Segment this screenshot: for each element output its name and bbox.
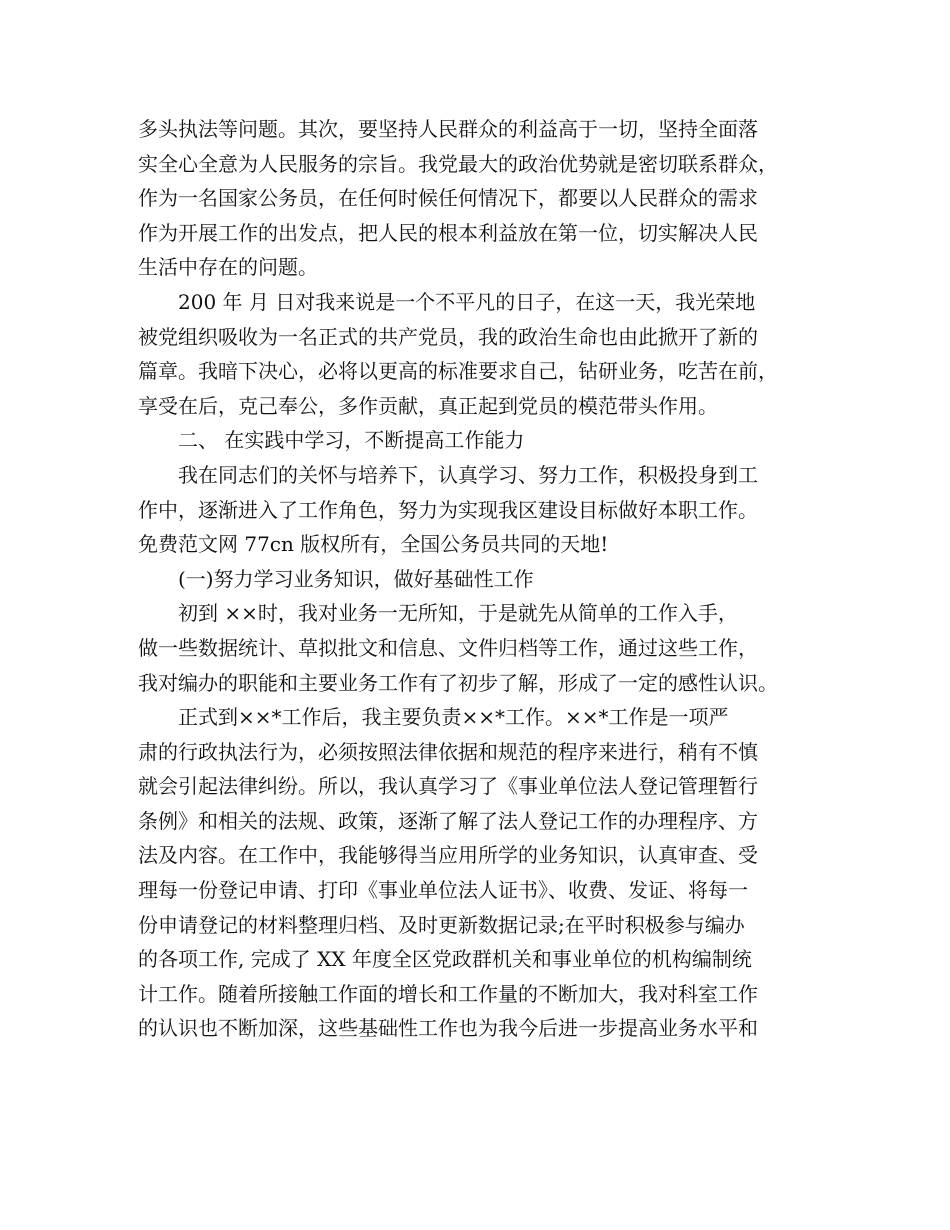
paragraph — [138, 112, 828, 285]
text-line: 计工作。随着所接触工作面的增长和工作量的不断加大，我对科室工作 — [138, 981, 758, 1006]
text-line: 肃的行政执法行为，必须按照法律依据和规范的程序来进行，稍有不慎 — [138, 739, 758, 764]
text-line: 被党组织吸收为一名正式的共产党员，我的政治生命也由此掀开了新的 — [138, 324, 758, 349]
text-line: 免费范文网 77cn 版权所有，全国公务员共同的天地! — [138, 532, 609, 557]
text-line: 的认识也不断加深，这些基础性工作也为我今后进一步提高业务水平和 — [138, 1016, 758, 1041]
text-line: 条例》和相关的法规、政策，逐渐了解了法人登记工作的办理程序、方 — [138, 808, 758, 833]
text-line: 份申请登记的材料整理归档、及时更新数据记录;在平时积极参与编办 — [138, 912, 745, 937]
text-line: 多头执法等问题。其次，要坚持人民群众的利益高于一切，坚持全面落 — [138, 117, 758, 141]
paragraph — [138, 700, 828, 1046]
text-line: (一)努力学习业务知识，做好基础性工作 — [178, 566, 534, 591]
text-line: 享受在后，克己奉公，多作贡献，真正起到党员的模范带头作用。 — [138, 393, 718, 418]
text-line: 作为一名国家公务员，在任何时候任何情况下，都要以人民群众的需求 — [138, 186, 758, 211]
text-line: 篇章。我暗下决心，必将以更高的标准要求自己，钻研业务，吃苦在前， — [138, 359, 778, 384]
text-line: 理每一份登记申请、打印《事业单位法人证书》、收费、发证、将每一 — [138, 878, 748, 903]
paragraph — [138, 285, 828, 423]
text-line: 就会引起法律纠纷。所以，我认真学习了《事业单位法人登记管理暂行 — [138, 774, 758, 799]
text-line: 200 年 月 日对我来说是一个不平凡的日子，在这一天，我光荣地 — [178, 289, 756, 314]
text-line: 做一些数据统计、草拟批文和信息、文件归档等工作，通过这些工作， — [138, 635, 758, 660]
text-line: 我在同志们的关怀与培养下，认真学习、努力工作，积极投身到工 — [178, 462, 758, 487]
paragraph — [138, 423, 828, 458]
text-line: 作为开展工作的出发点，把人民的根本利益放在第一位，切实解决人民 — [138, 220, 758, 245]
paragraph — [138, 458, 828, 562]
text-line: 作中，逐渐进入了工作角色，努力为实现我区建设目标做好本职工作。 — [138, 497, 758, 522]
paragraph — [138, 596, 828, 700]
text-line: 的各项工作, 完成了 XX 年度全区党政群机关和事业单位的机构编制统 — [138, 947, 752, 972]
text-line: 初到 ××时，我对业务一无所知，于是就先从简单的工作入手， — [178, 601, 738, 626]
text-line: 正式到××*工作后，我主要负责××*工作。××*工作是一项严 — [178, 705, 729, 730]
text-line: 实全心全意为人民服务的宗旨。我党最大的政治优势就是密切联系群众， — [138, 151, 778, 176]
text-line: 二、 在实践中学习，不断提高工作能力 — [178, 428, 525, 453]
paragraph — [138, 562, 828, 597]
text-line: 我对编办的职能和主要业务工作有了初步了解，形成了一定的感性认识。 — [138, 670, 778, 695]
text-line: 生活中存在的问题。 — [138, 255, 318, 280]
document-page — [138, 112, 828, 1046]
text-line: 法及内容。在工作中，我能够得当应用所学的业务知识，认真审查、受 — [138, 843, 758, 868]
